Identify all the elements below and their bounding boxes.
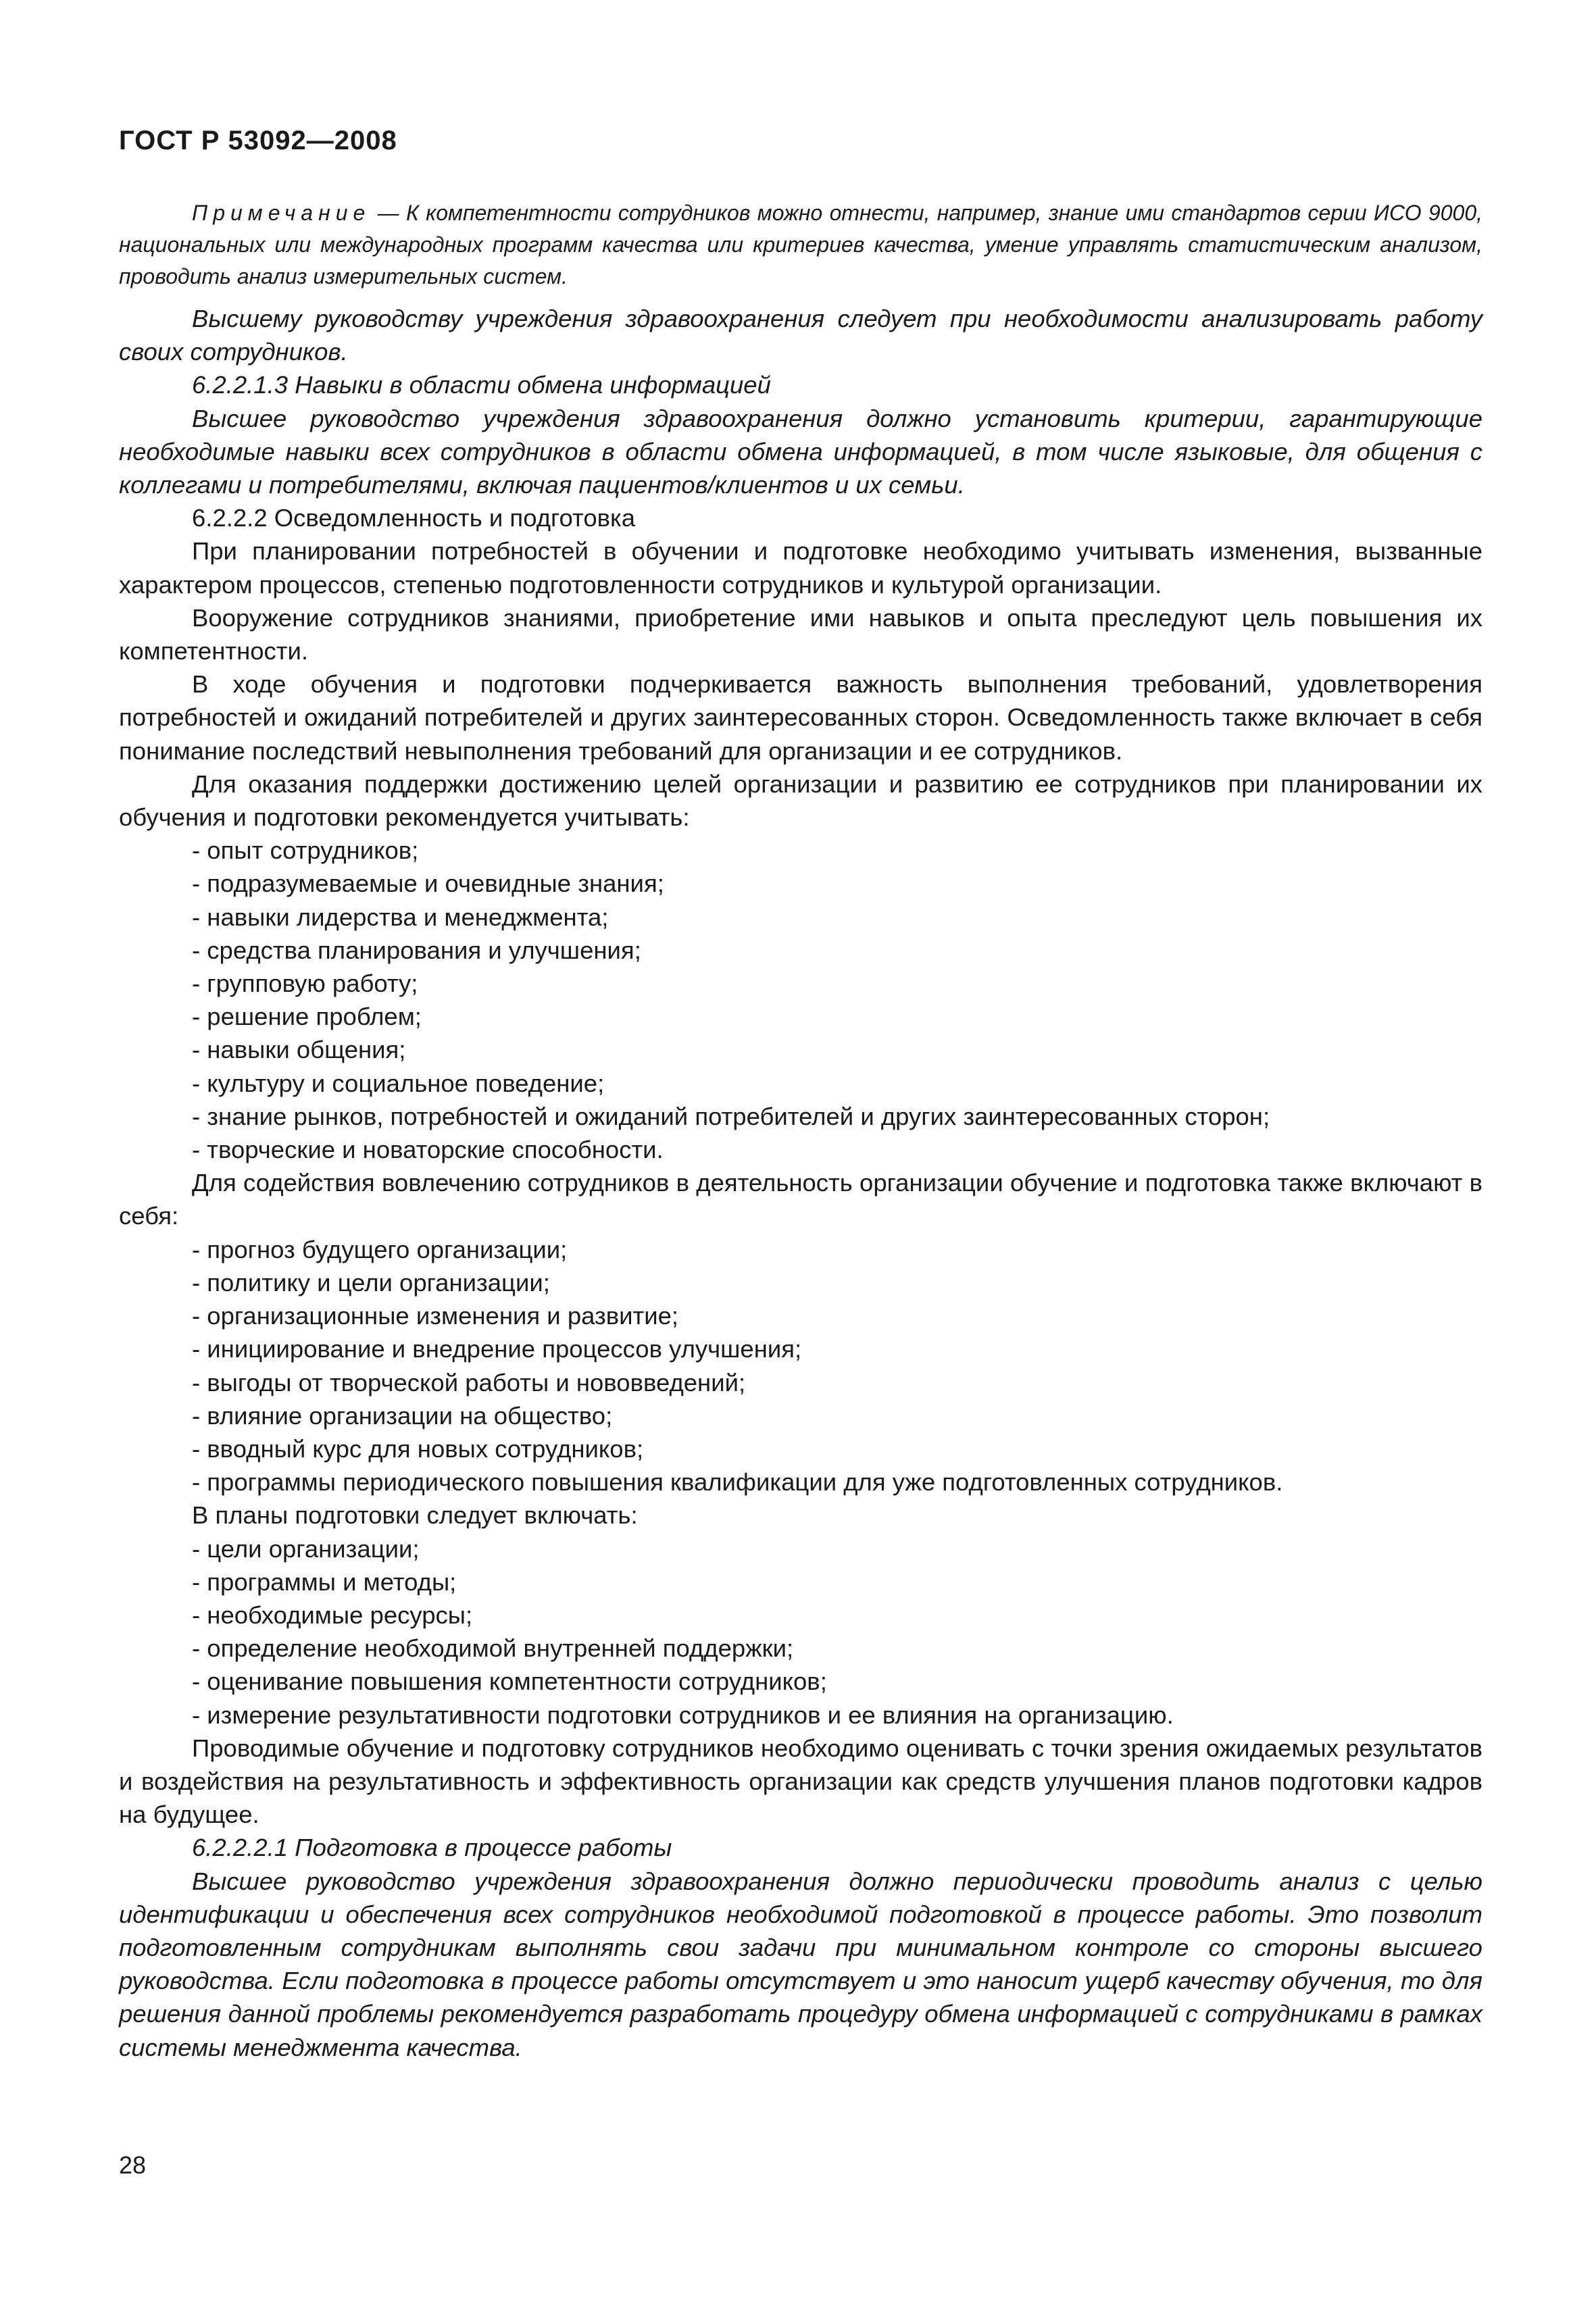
list-item: - знание рынков, потребностей и ожиданий потребителей и других заинтересованных сторон; <box>192 1102 1270 1130</box>
document-page <box>119 0 1482 2314</box>
list-item: - измерение результативности подготовки сотрудников и ее влияния на организацию. <box>192 1701 1174 1729</box>
list-item: - опыт сотрудников; <box>192 836 419 865</box>
list-item: - выгоды от творческой работы и нововведений; <box>192 1368 746 1397</box>
list-item: - навыки общения; <box>192 1036 406 1064</box>
list-item: - необходимые ресурсы; <box>192 1601 473 1629</box>
list-item: - определение необходимой внутренней поддержки; <box>192 1634 794 1663</box>
note-paragraph <box>119 197 1482 293</box>
list-item: - прогноз будущего организации; <box>192 1235 568 1263</box>
list-item: - оценивание повышения компетентности сотрудников; <box>192 1667 827 1696</box>
list-training-plan-contents <box>119 1532 1482 1732</box>
paragraph-communication-skills: Высшее руководство учреждения здравоохранения должно установить критерии, гарантирующие необходимые навыки всех сотрудников в области обмена информацией, в том числе языковые, для общения с коллегами и потребителями, включая пациентов/клиентов и их семьи. <box>119 404 1482 499</box>
list-involvement-topics <box>119 1233 1482 1499</box>
paragraph-analysis: Высшему руководству учреждения здравоохранения следует при необходимости анализировать работу своих сотрудников. <box>119 305 1482 366</box>
list-item: - влияние организации на общество; <box>192 1401 613 1430</box>
list-training-considerations <box>119 834 1482 1166</box>
note-text: — К компетентности сотрудников можно отнести, например, знание ими стандартов серии ИСО 9000, национальных или международных программ качества или критериев качества, умение управлять статистическим анализом, проводить анализ измерительных систем. <box>119 201 1482 288</box>
list-item: - вводный курс для новых сотрудников; <box>192 1434 644 1463</box>
list-item: - программы периодического повышения квалификации для уже подготовленных сотрудников. <box>192 1468 1283 1496</box>
list-item: - навыки лидерства и менеджмента; <box>192 903 609 931</box>
list-item: - организационные изменения и развитие; <box>192 1302 679 1330</box>
paragraph-on-job-training: Высшее руководство учреждения здравоохранения должно периодически проводить анализ с целью идентификации и обеспечения всех сотрудников необходимой подготовкой в процессе работы. Это позволит подготовленным сотрудникам выполнять свои задачи при минимальном контроле со стороны высшего руководства. Если подготовка в процессе работы отсутствует и это наносит ущерб качеству обучения, то для решения данной проблемы рекомендуется разработать процедуру обмена информацией с сотрудниками в рамках системы менеджмента качества. <box>119 1867 1482 2061</box>
document-body <box>119 197 1482 2064</box>
list-item: - политику и цели организации; <box>192 1268 550 1297</box>
list-item: - творческие и новаторские способности. <box>192 1136 664 1164</box>
paragraph-evaluation: Проводимые обучение и подготовку сотрудников необходимо оценивать с точки зрения ожидаемых результатов и воздействия на результативность и эффективность организации как средств улучшения планов подготовки кадров на будущее. <box>119 1734 1482 1829</box>
document-header: ГОСТ Р 53092—2008 <box>119 126 397 155</box>
list-item: - программы и методы; <box>192 1567 457 1596</box>
paragraph-involvement: Для содействия вовлечению сотрудников в деятельность организации обучение и подготовка также включают в себя: <box>119 1169 1482 1230</box>
note-label: Примечание <box>192 201 371 225</box>
list-item: - инициирование и внедрение процессов улучшения; <box>192 1335 802 1363</box>
list-item: - культуру и социальное поведение; <box>192 1069 605 1097</box>
paragraph-requirements: В ходе обучения и подготовки подчеркивается важность выполнения требований, удовлетворения потребностей и ожиданий потребителей и других заинтересованных сторон. Осведомленность также включает в себя понимание последствий невыполнения требований для организации и ее сотрудников. <box>119 670 1482 765</box>
section-heading-6-2-2-1-3: 6.2.2.1.3 Навыки в области обмена информацией <box>192 371 771 399</box>
list-item: - решение проблем; <box>192 1003 422 1031</box>
page-number: 28 <box>119 2151 147 2179</box>
paragraph-training-planning: При планировании потребностей в обучении и подготовке необходимо учитывать изменения, вызванные характером процессов, степенью подготовленности сотрудников и культурой организации. <box>119 537 1482 599</box>
section-heading-6-2-2-2: 6.2.2.2 Осведомленность и подготовка <box>192 504 636 532</box>
paragraph-competence: Вооружение сотрудников знаниями, приобретение ими навыков и опыта преследуют цель повышения их компетентности. <box>119 603 1482 665</box>
paragraph-training-plans: В планы подготовки следует включать: <box>192 1501 638 1530</box>
list-item: - цели организации; <box>192 1534 420 1563</box>
paragraph-support-goals: Для оказания поддержки достижению целей организации и развитию ее сотрудников при планировании их обучения и подготовки рекомендуется учитывать: <box>119 770 1482 832</box>
list-item: - групповую работу; <box>192 970 418 998</box>
section-heading-6-2-2-2-1: 6.2.2.2.1 Подготовка в процессе работы <box>192 1834 672 1862</box>
list-item: - подразумеваемые и очевидные знания; <box>192 870 664 898</box>
list-item: - средства планирования и улучшения; <box>192 936 641 964</box>
